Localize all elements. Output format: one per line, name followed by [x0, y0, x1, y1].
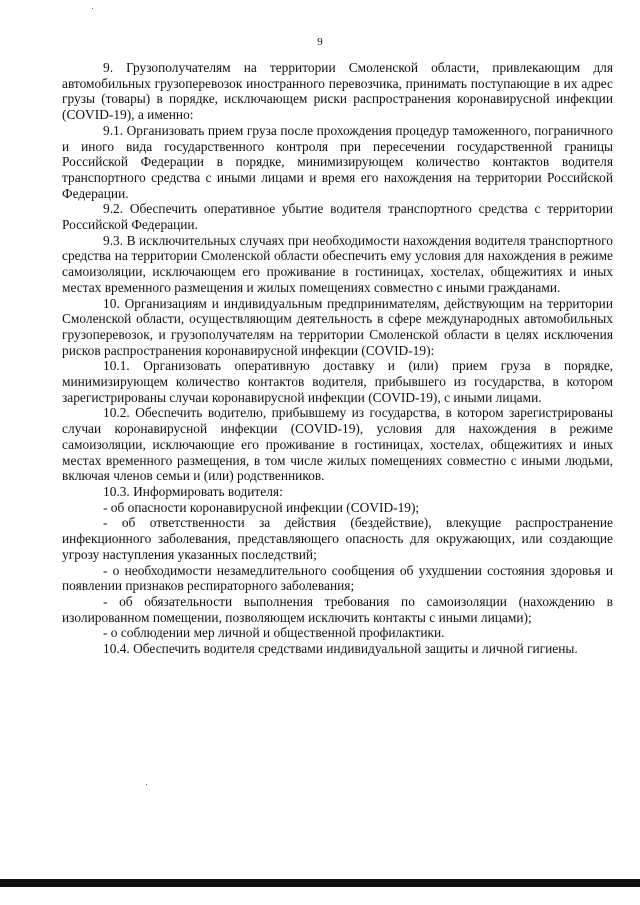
paragraph-10-4: 10.4. Обеспечить водителя средствами индивидуальной защиты и личной гигиены. [103, 641, 578, 657]
paragraph-9-2: 9.2. Обеспечить оперативное убытие водителя транспортного средства с территории Российской Федерации. [62, 201, 613, 233]
paragraph-9-3: 9.3. В исключительных случаях при необходимости нахождения водителя транспортного средства на территории Смоленской области обеспечить ему условия для нахождения в режиме самоизоляции, исключающем его проживание в гостиницах, хостелах, общежитиях и иных местах временного размещения и жилых помещениях совместно с иными гражданами. [62, 232, 613, 295]
paragraph-9-1: 9.1. Организовать прием груза после прохождения процедур таможенного, пограничного и иного вида государственного контроля при пересечении государственной границы Российской Федерации в порядке, минимизирующем количество контактов водителя транспортного средства с иными лицами и время его нахождения на территории Российской Федерации. [62, 122, 613, 201]
scan-edge-bar [0, 879, 640, 887]
paragraph-9: 9. Грузополучателям на территории Смоленской области, привлекающим для автомобильных грузоперевозок иностранного перевозчика, принимать поступающие в их адрес грузы (товары) в порядке, исключающем риски распространения коронавирусной инфекции (COVID-19), а именно: [62, 60, 613, 123]
paragraph-10-1: 10.1. Организовать оперативную доставку и (или) прием груза в порядке, минимизирующем количество контактов водителя, прибывшего из государства, в котором зарегистрированы случаи коронавирусной инфекции (COVID-19), с иными лицами. [62, 358, 613, 405]
page-number: 9 [317, 36, 323, 48]
paragraph-10-3: 10.3. Информировать водителя: [103, 483, 283, 499]
document-body [62, 60, 613, 657]
paragraph-10: 10. Организациям и индивидуальным предпринимателям, действующим на территории Смоленской области, осуществляющим деятельность в сфере международных автомобильных грузоперевозок, и грузополучателям на территории Смоленской области в целях исключения рисков распространения коронавирусной инфекции (COVID-19): [62, 295, 613, 358]
list-item-prevention: - о соблюдении мер личной и общественной профилактики. [103, 625, 445, 641]
list-item-self-isolation: - об обязательности выполнения требования по самоизоляции (нахождению в изолированном помещении, позволяющем исключить контакты с иными лицами); [62, 593, 613, 625]
list-item-reporting: - о необходимости незамедлительного сообщения об ухудшении состояния здоровья и появлении признаков респираторного заболевания; [62, 562, 613, 594]
list-item-danger: - об опасности коронавирусной инфекции (COVID-19); [103, 499, 420, 515]
scan-speck [92, 8, 93, 9]
list-item-responsibility: - об ответственности за действия (бездействие), влекущие распространение инфекционного заболевания, представляющего опасность для окружающих, или создающие угрозу наступления указанных последствий; [62, 515, 613, 562]
scan-speck [146, 784, 147, 785]
paragraph-10-2: 10.2. Обеспечить водителю, прибывшему из государства, в котором зарегистрированы случаи коронавирусной инфекции (COVID-19), условия для нахождения в режиме самоизоляции, исключающие его проживание в гостиницах, хостелах, общежитиях и иных местах временного размещения, в том числе жилых помещениях совместно с иными людьми, включая членов семьи и (или) родственников. [62, 405, 613, 484]
